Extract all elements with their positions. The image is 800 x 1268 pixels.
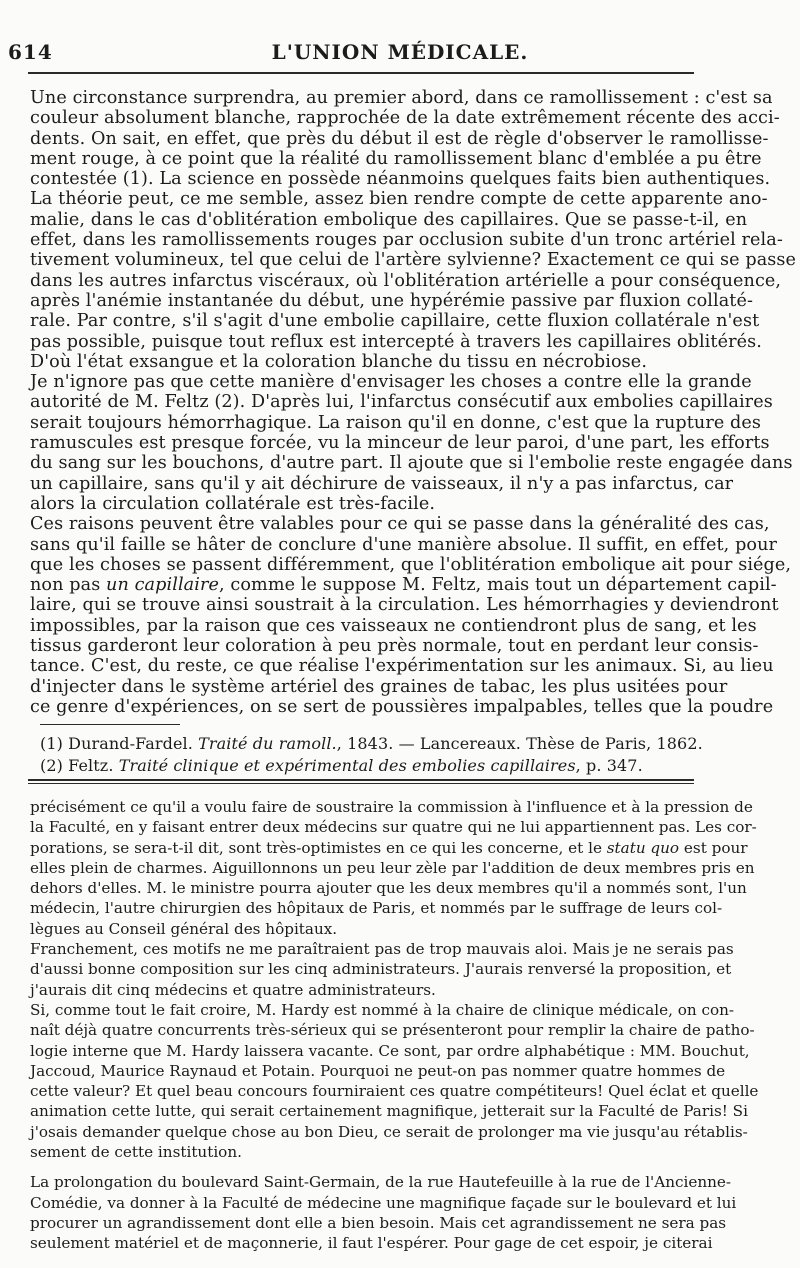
paragraph-gap	[30, 1162, 702, 1172]
text-line: j'aurais dit cinq médecins et quatre administrateurs.	[30, 980, 436, 999]
text-line: pas possible, puisque tout reflux est intercepté à travers les capillaires oblitérés.	[30, 331, 762, 352]
text-line: Comédie, va donner à la Faculté de médecine une magnifique façade sur le boulevard et lui	[30, 1193, 737, 1212]
text-line: après l'anémie instantanée du début, une hypérémie passive par fluxion collaté-	[30, 290, 754, 311]
text-line: ramuscules est presque forcée, vu la minceur de leur paroi, d'une part, les efforts	[30, 433, 770, 454]
text-line: Je n'ignore pas que cette manière d'envisager les choses a contre elle la grande	[30, 372, 752, 393]
text-line: autorité de M. Feltz (2). D'après lui, l'infarctus consécutif aux embolies capillaires	[30, 392, 773, 413]
text-line: lègues au Conseil général des hôpitaux.	[30, 919, 338, 938]
text-line: ce genre d'expériences, on se sert de poussières impalpables, telles que la poudre	[30, 696, 774, 717]
text-line: la Faculté, en y faisant entrer deux médecins sur quatre qui ne lui appartiennent pas. Les cor-	[30, 818, 757, 837]
text-line: médecin, l'autre chirurgien des hôpitaux de Paris, et nommés par le suffrage de leurs col-	[30, 899, 723, 918]
text-line: Jaccoud, Maurice Raynaud et Potain. Pourquoi ne peut-on pas nommer quatre hommes de	[30, 1061, 726, 1080]
text-line: Si, comme tout le fait croire, M. Hardy est nommé à la chaire de clinique médicale, on con-	[30, 1000, 735, 1019]
italic-phrase: un capillaire	[106, 575, 220, 596]
text-line: naît déjà quatre concurrents très-sérieux qui se présenteront pour remplir la chaire de patho-	[30, 1021, 755, 1040]
text-line: que les choses se passent différemment, que l'oblitération embolique ait pour siége,	[30, 554, 792, 575]
section-rule	[28, 779, 694, 781]
text-line: serait toujours hémorrhagique. La raison qu'il en donne, c'est que la rupture des	[30, 412, 762, 433]
text-line: procurer un agrandissement dont elle a bien besoin. Mais cet agrandissement ne sera pas	[30, 1213, 727, 1232]
text-line: D'où l'état exsangue et la coloration blanche du tissu en nécrobiose.	[30, 351, 648, 372]
italic-phrase: Traité du ramoll.	[198, 734, 337, 753]
text-line: Ces raisons peuvent être valables pour ce qui se passe dans la généralité des cas,	[30, 514, 770, 535]
text-line: j'osais demander quelque chose au bon Dieu, ce serait de prolonger ma vie jusqu'au rétablis-	[30, 1122, 748, 1141]
footnotes	[40, 733, 703, 777]
page-header	[0, 40, 800, 66]
italic-phrase: statu quo	[606, 838, 680, 857]
text-line: malie, dans le cas d'oblitération embolique des capillaires. Que se passe-t-il, en	[30, 209, 748, 230]
text-line: dans les autres infarctus viscéraux, où l'oblitération artérielle a pour conséquence,	[30, 270, 782, 291]
text-line: cette valeur? Et quel beau concours fourniraient ces quatre compétiteurs! Quel éclat et quelle	[30, 1082, 759, 1101]
text-line: Une circonstance surprendra, au premier abord, dans ce ramollissement : c'est sa	[30, 88, 773, 108]
running-title: L'UNION MÉDICALE.	[271, 40, 529, 64]
text-line: précisément ce qu'il a voulu faire de soustraire la commission à l'influence et à la pression de	[30, 798, 753, 816]
feuilleton-text	[30, 797, 759, 1254]
text-line: elles plein de charmes. Aiguillonnons un peu leur zèle par l'addition de deux membres pris en	[30, 858, 755, 877]
text-line: La théorie peut, ce me semble, assez bien rendre compte de cette apparente ano-	[30, 189, 768, 210]
text-line: dehors d'elles. M. le ministre pourra ajouter que les deux membres qu'il a nommés sont, l'un	[30, 879, 747, 898]
text-line: un capillaire, sans qu'il y ait déchirure de vaisseaux, il n'y a pas infarctus, car	[30, 473, 734, 494]
text-line: sement de cette institution.	[30, 1143, 242, 1162]
footnote-rule	[40, 724, 180, 725]
text-line: d'aussi bonne composition sur les cinq administrateurs. J'aurais renversé la proposition, et	[30, 960, 732, 979]
article-text	[30, 88, 797, 717]
section-rule-thin	[28, 783, 694, 784]
footnote: (2) Feltz. Traité clinique et expérimental des embolies capillaires, p. 347.	[40, 756, 643, 775]
text-line: seulement matériel et de maçonnerie, il faut l'espérer. Pour gage de cet espoir, je citerai	[30, 1234, 713, 1253]
text-line: ment rouge, à ce point que la réalité du ramollissement blanc d'emblée a pu être	[30, 148, 762, 169]
text-line: laire, qui se trouve ainsi soustrait à la circulation. Les hémorrhagies y deviendront	[30, 595, 779, 616]
text-line: dents. On sait, en effet, que près du début il est de règle d'observer le ramollisse-	[30, 128, 769, 149]
text-line: tivement volumineux, tel que celui de l'artère sylvienne? Exactement ce qui se passe	[30, 250, 797, 271]
text-line: La prolongation du boulevard Saint-Germain, de la rue Hautefeuille à la rue de l'Ancienne-	[30, 1173, 732, 1192]
text-line: non pas un capillaire, comme le suppose M. Feltz, mais tout un département capil-	[30, 575, 777, 596]
text-line: tissus garderont leur coloration à peu près normale, tout en perdant leur consis-	[30, 636, 759, 657]
text-line: effet, dans les ramollissements rouges par occlusion subite d'un tronc artériel rela-	[30, 230, 783, 251]
text-line: Franchement, ces motifs ne me paraîtraient pas de trop mauvais aloi. Mais je ne serais pas	[30, 940, 734, 959]
text-line: animation cette lutte, qui serait certainement magnifique, jetterait sur la Faculté de Paris! Si	[30, 1102, 748, 1121]
text-line: contestée (1). La science en possède néanmoins quelques faits bien authentiques.	[30, 169, 771, 190]
text-line: couleur absolument blanche, rapprochée de la date extrêmement récente des acci-	[30, 108, 780, 129]
text-line: d'injecter dans le système artériel des graines de tabac, les plus usitées pour	[30, 676, 728, 697]
text-line: alors la circulation collatérale est très-facile.	[30, 493, 436, 514]
footnote: (1) Durand-Fardel. Traité du ramoll., 1843. — Lancereaux. Thèse de Paris, 1862.	[40, 734, 703, 753]
text-line: logie interne que M. Hardy laissera vacante. Ce sont, par ordre alphabétique : MM. Bouchut,	[30, 1041, 750, 1060]
text-line: rale. Par contre, s'il s'agit d'une embolie capillaire, cette fluxion collatérale n'est	[30, 311, 760, 332]
text-line: impossibles, par la raison que ces vaisseaux ne contiendront plus de sang, et les	[30, 615, 757, 636]
text-line: sans qu'il faille se hâter de conclure d'une manière absolue. Il suffit, en effet, pour	[30, 534, 778, 555]
text-line: tance. C'est, du reste, ce que réalise l'expérimentation sur les animaux. Si, au lieu	[30, 656, 774, 677]
text-line: porations, se sera-t-il dit, sont très-optimistes en ce qui les concerne, et le statu quo est pour	[30, 838, 748, 857]
header-rule	[28, 72, 694, 74]
italic-phrase: Traité clinique et expérimental des embolies capillaires	[118, 756, 576, 775]
page-number: 614	[8, 40, 53, 64]
text-line: du sang sur les bouchons, d'autre part. Il ajoute que si l'embolie reste engagée dans	[30, 453, 793, 474]
